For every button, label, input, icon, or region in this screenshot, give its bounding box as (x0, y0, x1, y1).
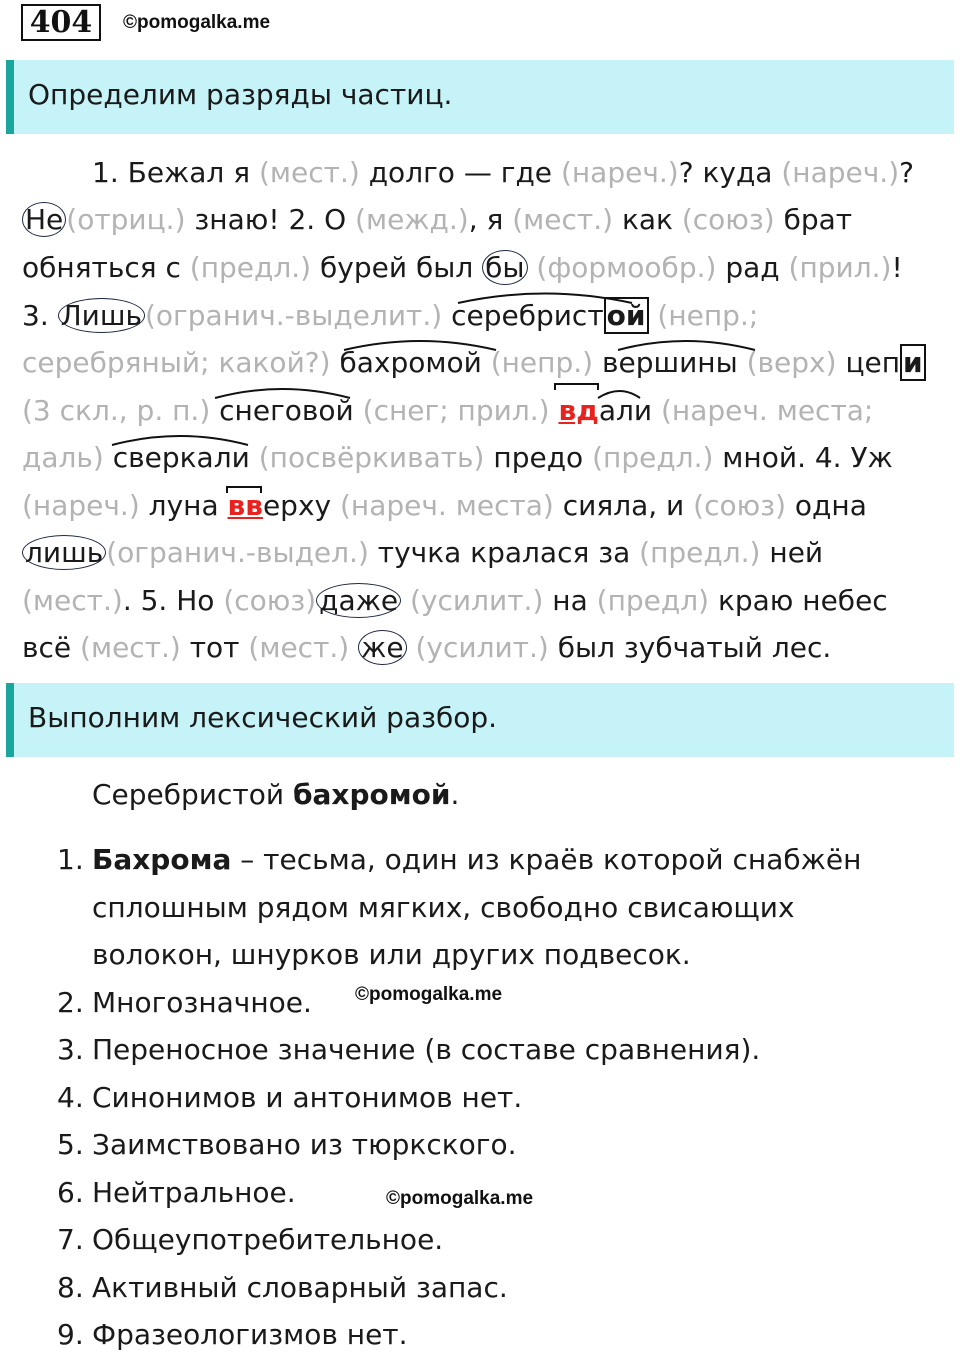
annotation: (нареч. места) (339, 489, 554, 522)
list-number: 9. (57, 1318, 84, 1351)
list-item (92, 1220, 443, 1260)
word: на (543, 584, 597, 617)
word: знаю! 2. О (185, 203, 356, 236)
text-line (22, 533, 823, 573)
text-line (22, 438, 893, 478)
word: вд (558, 394, 599, 427)
list-item (92, 840, 861, 880)
phrase-plain: Серебристой (92, 778, 293, 811)
word: обняться с (22, 251, 190, 284)
list-item (92, 983, 312, 1023)
word: ? (899, 156, 915, 189)
annotation: (посвёркивать) (258, 441, 485, 474)
list-item (92, 935, 691, 975)
word (401, 584, 410, 617)
item-text: Активный словарный запас. (92, 1271, 508, 1304)
item-text: сплошным рядом мягких, свободно свисающих (92, 891, 795, 924)
word: ? куда (678, 156, 782, 189)
annotation: (формообр.) (536, 251, 717, 284)
annotation: (мест.) (22, 584, 123, 617)
list-number: 7. (57, 1223, 84, 1256)
word: али (598, 394, 661, 427)
ending-box: ой (604, 297, 649, 334)
word: всё (22, 631, 81, 664)
annotation: (непр.) (490, 346, 594, 379)
item-text: Переносное значение (в составе сравнения). (92, 1033, 761, 1066)
list-item (92, 1268, 508, 1308)
word: 3. (22, 299, 58, 332)
word: серебрист (442, 299, 604, 332)
word: тот (180, 631, 249, 664)
term: Бахрома (92, 843, 232, 876)
circled-particle: лишь (22, 535, 106, 570)
list-number: 3. (57, 1033, 84, 1066)
annotation: (предл.) (592, 441, 714, 474)
word: ней (760, 536, 824, 569)
word: вершины (593, 346, 747, 379)
annotation: (непр.; (657, 299, 759, 332)
word: бахромой (330, 346, 491, 379)
annotation: (нареч.) (22, 489, 140, 522)
word: цеп (836, 346, 901, 379)
annotation: (снег; прил.) (362, 394, 550, 427)
ending-box: и (900, 344, 926, 381)
exercise-number: 404 (21, 4, 101, 41)
word: луна (139, 489, 228, 522)
annotation: (нареч.) (781, 156, 900, 189)
circled-particle: бы (482, 250, 527, 285)
text-line (22, 200, 852, 240)
list-item (92, 1315, 408, 1355)
annotation: даль) (22, 441, 104, 474)
list-item (92, 1173, 296, 1213)
list-number: 5. (57, 1128, 84, 1161)
word: предо (484, 441, 593, 474)
word: сверкали (103, 441, 259, 474)
word: вв (227, 489, 263, 522)
annotation: (прил.) (788, 251, 892, 284)
item-text: Общеупотребительное. (92, 1223, 444, 1256)
item-text: Заимствовано из тюркского. (92, 1128, 517, 1161)
annotation: (верх) (746, 346, 837, 379)
list-item (92, 1030, 760, 1070)
word: краю небес (709, 584, 888, 617)
section-header-lexical (6, 683, 954, 757)
section-header-particles (6, 60, 954, 134)
annotation: серебряный; какой?) (22, 346, 331, 379)
annotation: (предл.) (639, 536, 761, 569)
word (349, 631, 358, 664)
word: брат (774, 203, 853, 236)
list-number: 1. (57, 843, 84, 876)
word: бурей был (311, 251, 483, 284)
item-text: Синонимов и антонимов нет. (92, 1081, 523, 1114)
word: ! (891, 251, 903, 284)
annotation: (огранич.-выделит.) (145, 299, 443, 332)
item-text: – тесьма, один из краёв которой снабжён (231, 843, 862, 876)
item-text: Нейтральное. (92, 1176, 296, 1209)
word: как (613, 203, 682, 236)
phrase-bold: бахромой (292, 778, 451, 811)
list-item (92, 1078, 522, 1118)
text-line (22, 296, 758, 336)
annotation: (мест.) (512, 203, 614, 236)
circled-particle: же (358, 630, 406, 665)
list-number: 8. (57, 1271, 84, 1304)
text-line (22, 628, 831, 668)
annotation: (союз) (681, 203, 775, 236)
annotation: (огранич.-выдел.) (106, 536, 369, 569)
annotation: (усилит.) (410, 584, 544, 617)
annotation: (мест.) (248, 631, 350, 664)
word: , я (468, 203, 513, 236)
word: мной. 4. Уж (713, 441, 893, 474)
text-line (92, 153, 914, 193)
watermark-middle: ©pomogalka.me (355, 984, 503, 1005)
list-number: 4. (57, 1081, 84, 1114)
word: тучка кралася за (368, 536, 640, 569)
annotation: (мест.) (80, 631, 181, 664)
annotation: (нареч.) (560, 156, 679, 189)
annotation: (нареч. места; (660, 394, 874, 427)
annotation: (союз) (693, 489, 786, 522)
watermark-bottom: ©pomogalka.me (386, 1188, 534, 1209)
annotation: (3 скл., р. п.) (22, 394, 211, 427)
circled-particle: Лишь (58, 298, 145, 333)
annotation: (отриц.) (66, 203, 186, 236)
item-text: Фразеологизмов нет. (92, 1318, 408, 1351)
word: снеговой (210, 394, 363, 427)
analyzed-phrase (92, 778, 459, 811)
text-line (22, 391, 873, 431)
text-line (22, 581, 888, 621)
watermark-top: ©pomogalka.me (123, 12, 271, 33)
word: 1. Бежал я (92, 156, 259, 189)
annotation: (предл) (596, 584, 710, 617)
word: сияла, и (553, 489, 694, 522)
word: рад (716, 251, 789, 284)
word: ерху (262, 489, 340, 522)
annotation: (усилит.) (415, 631, 549, 664)
section-title-lexical: Выполним лексический разбор. (28, 701, 498, 734)
circled-particle: Не (22, 202, 66, 237)
annotation: (союз) (223, 584, 317, 617)
phrase-end: . (450, 778, 460, 811)
annotation: (межд.) (355, 203, 469, 236)
text-line (22, 248, 903, 288)
word: долго — где (359, 156, 561, 189)
item-text: Многозначное. (92, 986, 312, 1019)
list-item (92, 1125, 517, 1165)
word: одна (786, 489, 867, 522)
circled-particle: даже (316, 583, 401, 618)
text-line (22, 343, 926, 383)
list-item (92, 888, 795, 928)
item-text: волокон, шнурков или других подвесок. (92, 938, 691, 971)
list-number: 6. (57, 1176, 84, 1209)
section-title-particles: Определим разряды частиц. (28, 78, 453, 111)
annotation: (предл.) (189, 251, 312, 284)
word: был зубчатый лес. (548, 631, 832, 664)
list-number: 2. (57, 986, 84, 1019)
word: . 5. Но (122, 584, 224, 617)
text-line (22, 486, 867, 526)
annotation: (мест.) (258, 156, 360, 189)
